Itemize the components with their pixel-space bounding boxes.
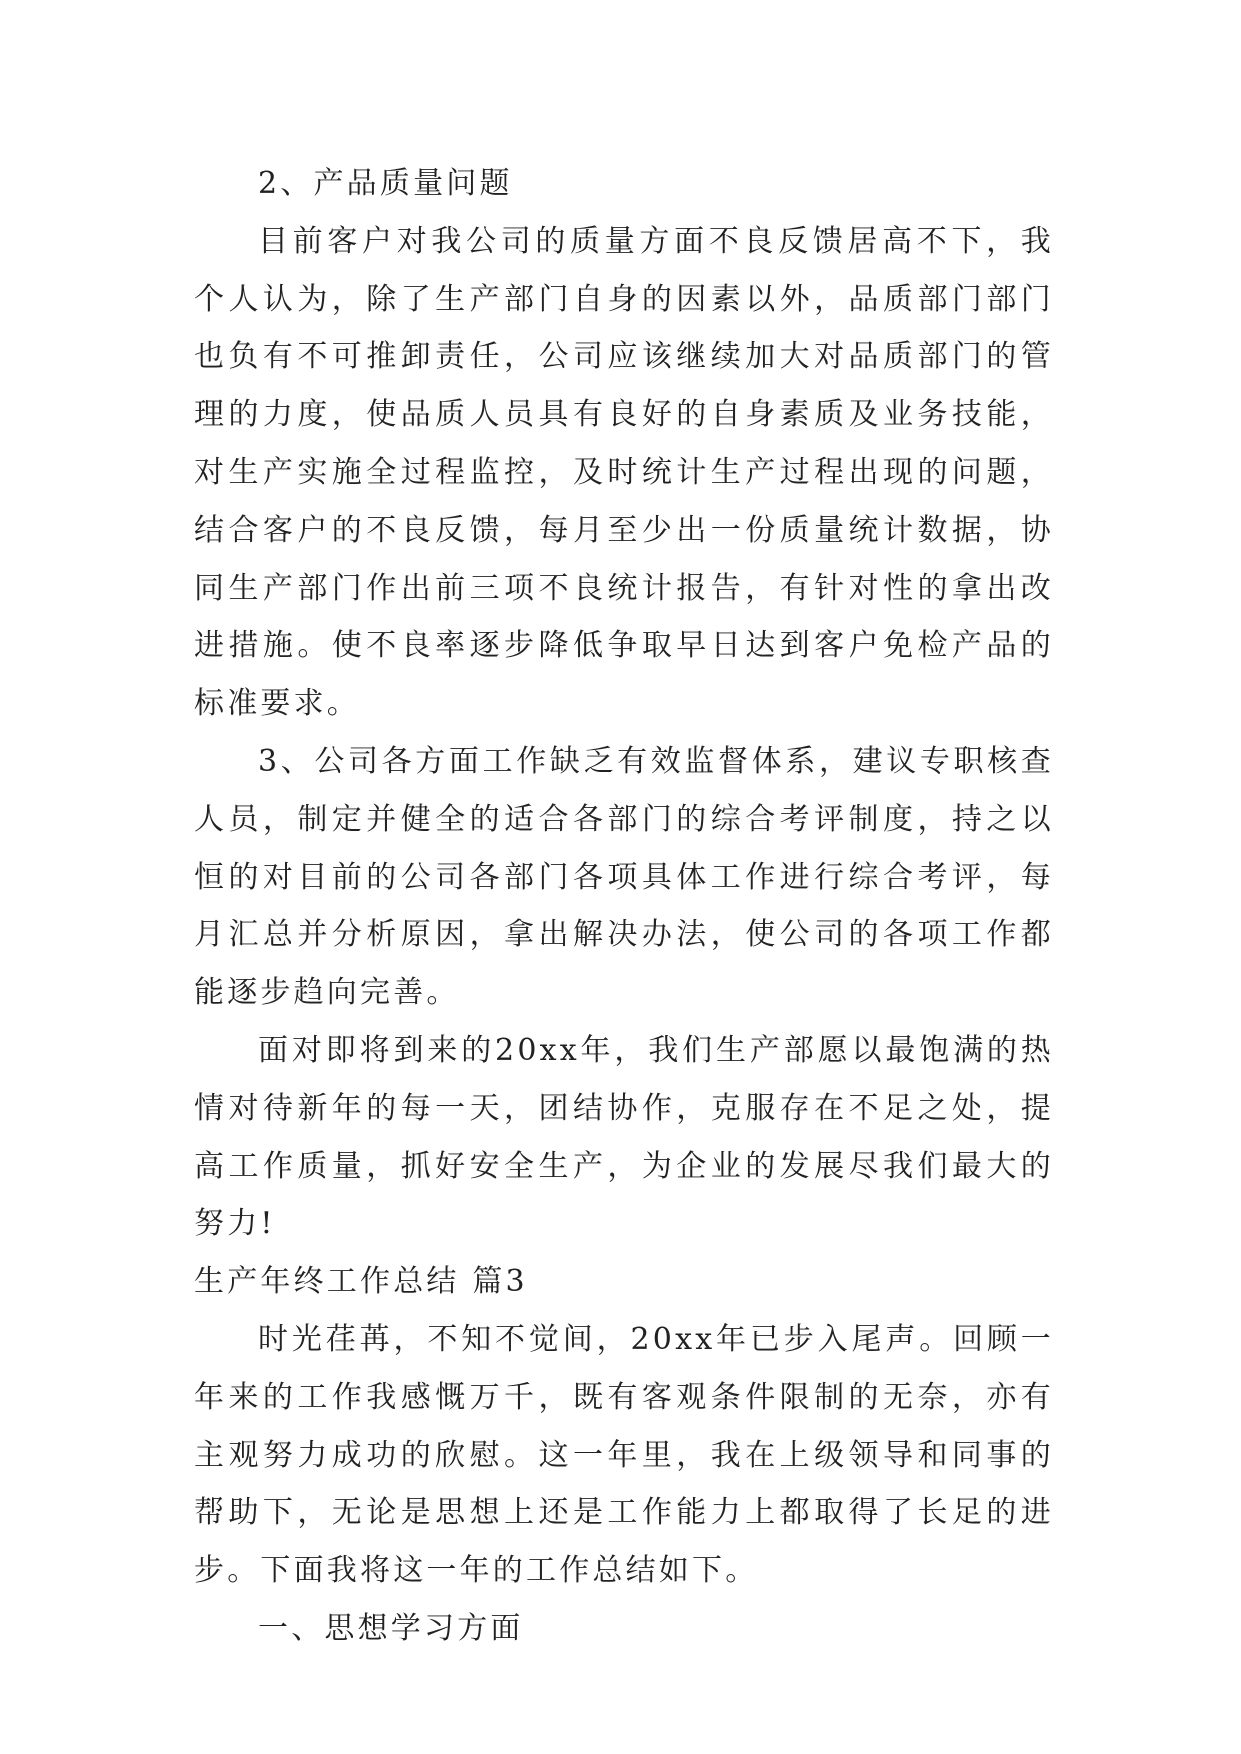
paragraph-quality-feedback: 目前客户对我公司的质量方面不良反馈居高不下，我个人认为，除了生产部门自身的因素以外，品质部门部门也负有不可推卸责任，公司应该继续加大对品质部门的管理的力度，使品质人员具有良好的自身素质及业务技能，对生产实施全过程监控，及时统计生产过程出现的问题，结合客户的不良反馈，每月至少出一份质量统计数据，协同生产部门作出前三项不良统计报告，有针对性的拿出改进措施。使不良率逐步降低争取早日达到客户免检产品的标准要求。 xyxy=(194,223,1054,722)
paragraph-supervision-system: 3、公司各方面工作缺乏有效监督体系，建议专职核查人员，制定并健全的适合各部门的综合考评制度，持之以恒的对目前的公司各部门各项具体工作进行综合考评，每月汇总并分析原因，拿出解决办法，使公司的各项工作都能逐步趋向完善。 xyxy=(194,743,1054,1011)
paragraph-year-review: 时光荏苒，不知不觉间，20xx年已步入尾声。回顾一年来的工作我感慨万千，既有客观条件限制的无奈，亦有主观努力成功的欣慰。这一年里，我在上级领导和同事的帮助下，无论是思想上还是工作能力上都取得了长足的进步。下面我将这一年的工作总结如下。 xyxy=(194,1321,1054,1589)
section-heading-thought-study: 一、思想学习方面 xyxy=(258,1610,524,1646)
article-title-part3: 生产年终工作总结 篇3 xyxy=(194,1264,528,1300)
paragraph-new-year: 面对即将到来的20xx年，我们生产部愿以最饱满的热情对待新年的每一天，团结协作，克服存在不足之处，提高工作质量，抓好安全生产，为企业的发展尽我们最大的努力! xyxy=(194,1032,1054,1242)
document-body xyxy=(194,155,1054,1658)
section-heading-product-quality: 2、产品质量问题 xyxy=(258,166,513,201)
